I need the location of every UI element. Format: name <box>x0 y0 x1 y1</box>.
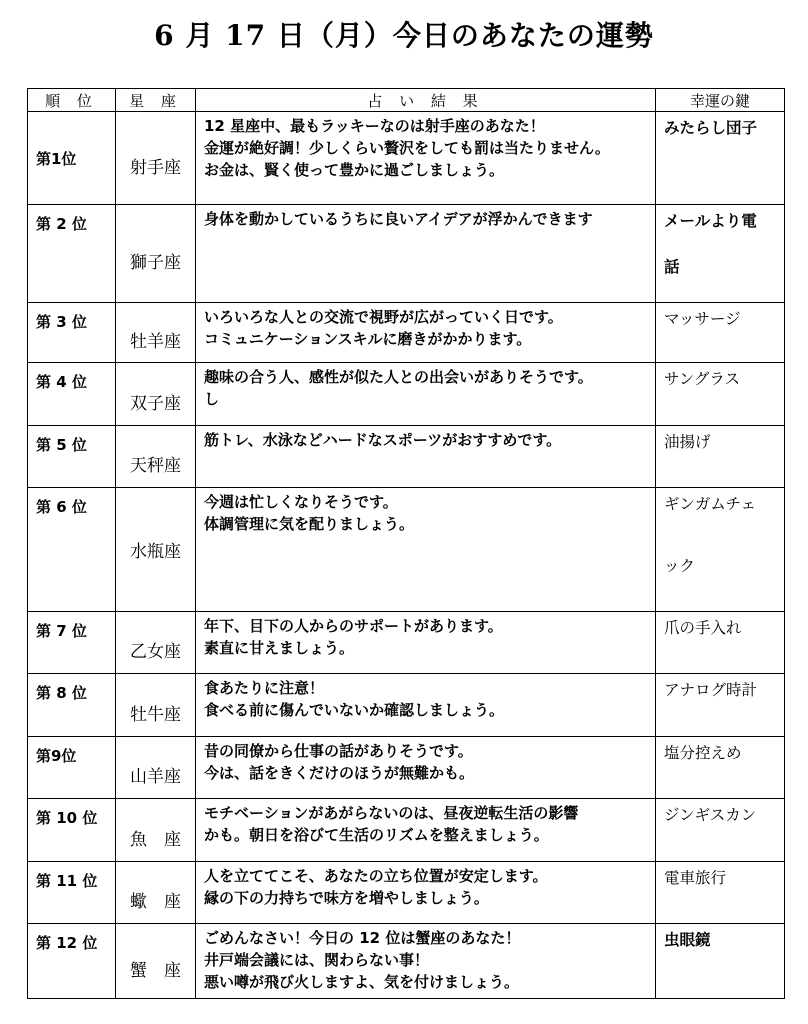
sign-cell: 魚 座 <box>116 799 196 862</box>
lucky-key-cell <box>656 112 785 205</box>
rank-cell: 第1位 <box>28 112 116 205</box>
table-row <box>28 924 785 999</box>
result-line: 食べる前に傷んでいないか確認しましょう。 <box>204 701 505 719</box>
table-row <box>28 205 785 303</box>
rank-cell: 第 10 位 <box>28 799 116 862</box>
lucky-key-cell <box>656 862 785 924</box>
table-header-row <box>28 89 785 112</box>
lucky-key-cell <box>656 799 785 862</box>
result-line: いろいろな人との交流で視野が広がっていく日です。 <box>204 308 563 326</box>
lucky-key-line: 虫眼鏡 <box>664 931 711 949</box>
lucky-key-cell <box>656 737 785 799</box>
lucky-key-cell <box>656 303 785 363</box>
lucky-key-line: 電車旅行 <box>664 869 727 887</box>
table-row <box>28 363 785 426</box>
rank-cell: 第 3 位 <box>28 303 116 363</box>
sign-cell: 双子座 <box>116 363 196 426</box>
lucky-key-line: 話 <box>664 258 680 276</box>
lucky-key-line: ック <box>664 557 696 575</box>
sign-cell: 天秤座 <box>116 426 196 488</box>
sign-cell: 蟹 座 <box>116 924 196 999</box>
lucky-key-line: みたらし団子 <box>664 119 758 137</box>
result-line: 井戸端会議には、関わらない事！ <box>204 951 430 969</box>
table-row <box>28 799 785 862</box>
table-row <box>28 426 785 488</box>
table-row <box>28 612 785 674</box>
lucky-key-line: サングラス <box>664 370 740 388</box>
lucky-key-cell <box>656 924 785 999</box>
rank-cell: 第 5 位 <box>28 426 116 488</box>
table-row <box>28 488 785 612</box>
lucky-key-line: ジンギスカン <box>664 806 757 824</box>
rank-cell: 第 4 位 <box>28 363 116 426</box>
header-sign: 星 座 <box>116 89 196 112</box>
sign-cell: 乙女座 <box>116 612 196 674</box>
result-cell <box>196 737 656 799</box>
rank-cell: 第 8 位 <box>28 674 116 737</box>
result-line: 縁の下の力持ちで味方を増やしましょう。 <box>204 889 489 907</box>
lucky-key-cell <box>656 426 785 488</box>
lucky-key-line: メールより電 <box>664 212 757 230</box>
lucky-key-line: 油揚げ <box>664 433 711 451</box>
lucky-key-line: マッサージ <box>664 310 741 328</box>
result-line: 体調管理に気を配りましょう。 <box>204 515 415 533</box>
result-cell <box>196 799 656 862</box>
result-cell <box>196 426 656 488</box>
sign-cell: 水瓶座 <box>116 488 196 612</box>
lucky-key-line: ギンガムチェ <box>664 495 757 513</box>
sign-cell: 射手座 <box>116 112 196 205</box>
sign-cell: 山羊座 <box>116 737 196 799</box>
rank-cell: 第9位 <box>28 737 116 799</box>
lucky-key-cell <box>656 205 785 303</box>
result-line: 趣味の合う人、感性が似た人との出会いがありそうです。 <box>204 368 593 386</box>
result-cell <box>196 488 656 612</box>
result-line: 今は、話をきくだけのほうが無難かも。 <box>204 764 475 782</box>
result-line: 悪い噂が飛び火しますよ、気を付けましょう。 <box>204 973 520 991</box>
result-line: 昔の同僚から仕事の話がありそうです。 <box>204 742 473 760</box>
header-rank: 順 位 <box>28 89 116 112</box>
result-cell <box>196 363 656 426</box>
result-cell <box>196 205 656 303</box>
result-line: 12 星座中、最もラッキーなのは射手座のあなた！ <box>204 117 545 135</box>
lucky-key-cell <box>656 674 785 737</box>
lucky-key-cell <box>656 612 785 674</box>
result-line: 筋トレ、水泳などハードなスポーツがおすすめです。 <box>204 431 562 449</box>
sign-cell: 牡牛座 <box>116 674 196 737</box>
result-line: 身体を動かしているうちに良いアイデアが浮かんできます <box>204 210 593 228</box>
result-line: し <box>204 390 220 408</box>
table-row <box>28 737 785 799</box>
rank-cell: 第 11 位 <box>28 862 116 924</box>
rank-cell: 第 6 位 <box>28 488 116 612</box>
lucky-key-cell <box>656 488 785 612</box>
result-cell <box>196 303 656 363</box>
rank-cell: 第 7 位 <box>28 612 116 674</box>
rank-cell: 第 2 位 <box>28 205 116 303</box>
result-cell <box>196 862 656 924</box>
page-title: 6 月 17 日（月）今日のあなたの運勢 <box>154 19 654 52</box>
sign-cell: 蠍 座 <box>116 862 196 924</box>
header-lucky-key: 幸運の鍵 <box>656 89 785 112</box>
table-row <box>28 674 785 737</box>
lucky-key-line: 塩分控えめ <box>664 744 742 762</box>
result-line: モチベーションがあがらないのは、昼夜逆転生活の影響 <box>204 804 579 822</box>
result-cell <box>196 112 656 205</box>
result-line: お金は、賢く使って豊かに過ごしましょう。 <box>204 161 505 179</box>
table-row <box>28 303 785 363</box>
result-line: 金運が絶好調！少しくらい贅沢をしても罰は当たりません。 <box>204 139 610 157</box>
result-line: 素直に甘えましょう。 <box>204 639 355 657</box>
horoscope-table <box>27 88 785 999</box>
header-result: 占 い 結 果 <box>196 89 656 112</box>
lucky-key-cell <box>656 363 785 426</box>
result-line: 食あたりに注意！ <box>204 679 325 697</box>
result-line: かも。朝日を浴びて生活のリズムを整えましょう。 <box>204 826 549 844</box>
result-line: 年下、目下の人からのサポートがあります。 <box>204 617 503 635</box>
result-cell <box>196 612 656 674</box>
table-row <box>28 862 785 924</box>
result-cell <box>196 924 656 999</box>
sign-cell: 牡羊座 <box>116 303 196 363</box>
result-line: 今週は忙しくなりそうです。 <box>204 493 398 511</box>
rank-cell: 第 12 位 <box>28 924 116 999</box>
result-line: コミュニケーションスキルに磨きがかかります。 <box>204 330 532 348</box>
result-cell <box>196 674 656 737</box>
lucky-key-line: 爪の手入れ <box>664 619 742 637</box>
result-line: ごめんなさい！今日の 12 位は蟹座のあなた！ <box>204 929 521 947</box>
sign-cell: 獅子座 <box>116 205 196 303</box>
lucky-key-line: アナログ時計 <box>664 681 758 699</box>
result-line: 人を立ててこそ、あなたの立ち位置が安定します。 <box>204 867 548 885</box>
table-row <box>28 112 785 205</box>
